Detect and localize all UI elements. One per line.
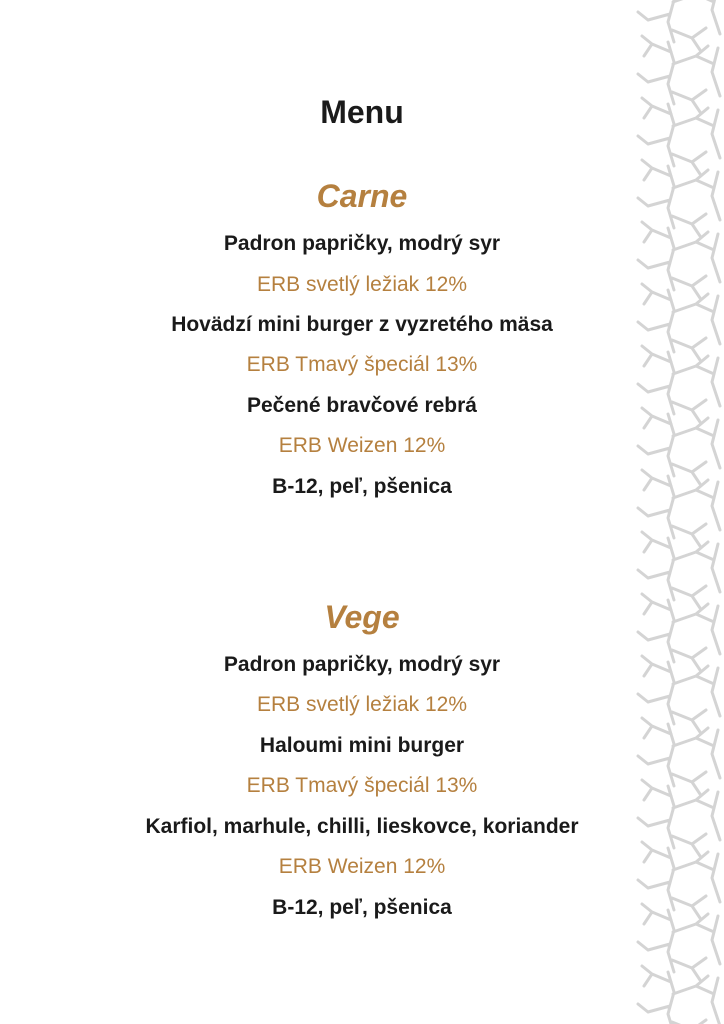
menu-item-dish: Pečené bravčové rebrá bbox=[247, 394, 477, 417]
menu-item-beer: ERB svetlý ležiak 12% bbox=[256, 273, 468, 296]
branch-pattern-decoration bbox=[634, 0, 724, 1024]
section-title-vege: Vege bbox=[324, 599, 400, 635]
menu-item-beer: ERB Weizen 12% bbox=[278, 855, 446, 878]
menu-item-dish: B-12, peľ, pšenica bbox=[272, 896, 452, 919]
branch-strokes bbox=[638, 0, 720, 1024]
menu-item-dish: Padron papričky, modrý syr bbox=[223, 653, 501, 676]
menu-item-dish: Padron papričky, modrý syr bbox=[223, 232, 501, 255]
menu-item-beer: ERB svetlý ležiak 12% bbox=[256, 693, 468, 716]
menu-item-dish: B-12, peľ, pšenica bbox=[272, 475, 452, 498]
section-title-carne: Carne bbox=[316, 178, 408, 214]
menu-item-beer: ERB Weizen 12% bbox=[278, 434, 446, 457]
menu-item-dish: Haloumi mini burger bbox=[259, 734, 465, 757]
menu-item-beer: ERB Tmavý špeciál 13% bbox=[246, 774, 478, 797]
menu-item-dish: Hovädzí mini burger z vyzretého mäsa bbox=[171, 313, 553, 336]
menu-item-beer: ERB Tmavý špeciál 13% bbox=[246, 353, 478, 376]
menu-item-dish: Karfiol, marhule, chilli, lieskovce, koriander bbox=[145, 815, 579, 838]
page-title: Menu bbox=[320, 94, 404, 130]
